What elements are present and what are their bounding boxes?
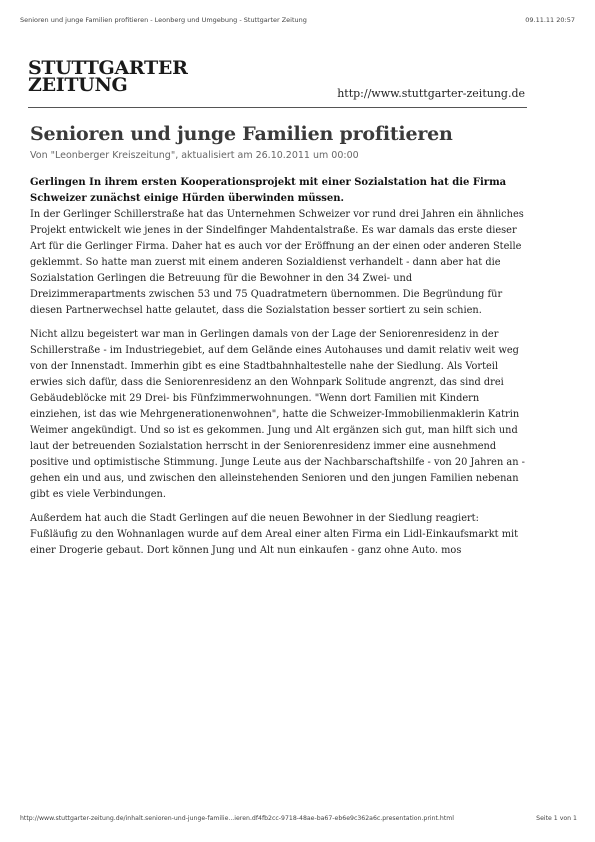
- article-byline: Von "Leonberger Kreiszeitung", aktualisiert am 26.10.2011 um 00:00: [30, 150, 359, 161]
- print-footer-url: http://www.stuttgarter-zeitung.de/inhalt.senioren-und-junge-familie...ieren.df4fb2cc-9718-48ae-ba67-eb6e9c362a6c.presentation.print.html: [20, 815, 454, 822]
- logo-line-2: ZEITUNG: [28, 74, 128, 96]
- print-header-title: Senioren und junge Familien profitieren - Leonberg und Umgebung - Stuttgarter Zeitung: [20, 16, 307, 24]
- print-header: [20, 16, 575, 24]
- article-paragraph: In der Gerlinger Schillerstraße hat das Unternehmen Schweizer vor rund drei Jahren ein ähnliches Projekt entwickelt wie jenes in der Sindelfinger Mahdentalstraße. Es war damals das erste dieser Art für die Gerlinger Firma. Daher hat es auch vor der Eröffnung an der einen oder anderen Stelle geklemmt. So hatte man zuerst mit einem anderen Sozialdienst verhandelt - dann aber hat die Sozialstation Gerlingen die Betreuung für die Bewohner in den 34 Zwei- und Dreizimmerapartments zwischen 53 und 75 Quadratmetern übernommen. Die Begründung für diesen Partnerwechsel hatte gelautet, dass die Sozialstation besser sortiert zu sein schien.: [30, 209, 524, 316]
- print-footer: [20, 815, 577, 822]
- article-paragraph: Nicht allzu begeistert war man in Gerlingen damals von der Lage der Seniorenresidenz in der Schillerstraße - im Industriegebiet, auf dem Gelände eines Autohauses und damit relativ weit weg von der Innenstadt. Immerhin gibt es eine Stadtbahnhaltestelle nahe der Siedlung. Als Vorteil erwies sich dafür, dass die Seniorenresidenz an den Wohnpark Solitude angrenzt, das sind drei Gebäudeblöcke mit 29 Drei- bis Fünfzimmerwohnungen. "Wenn dort Familien mit Kindern einziehen, ist das wie Mehrgenerationenwohnen", hatte die Schweizer-Immobilienmaklerin Katrin Weimer angekündigt. Und so ist es gekommen. Jung und Alt ergänzen sich gut, man hilft sich und laut der betreuenden Sozialstation herrscht in der Seniorenresidenz immer eine ausnehmend positive und optimistische Stimmung. Junge Leute aus der Nachbarschaftshilfe - von 20 Jahren an - gehen ein und aus, und zwischen den alleinstehenden Senioren und den jungen Familien nebenan gibt es viele Verbindungen.: [30, 329, 525, 500]
- article-paragraph: Außerdem hat auch die Stadt Gerlingen auf die neuen Bewohner in der Siedlung reagiert: Fußläufig zu den Wohnanlagen wurde auf dem Areal einer alten Firma ein Lidl-Einkaufsmarkt mit einer Drogerie gebaut. Dort können Jung und Alt nun einkaufen - ganz ohne Auto. mos: [30, 513, 519, 556]
- article-headline: Senioren und junge Familien profitieren: [30, 123, 453, 145]
- newspaper-logo: [28, 57, 198, 96]
- logo-line-1: STUTTGARTER: [28, 57, 188, 79]
- masthead-divider: [28, 107, 527, 108]
- masthead: [28, 57, 525, 106]
- article: [30, 121, 528, 567]
- article-lead: Gerlingen In ihrem ersten Kooperationsprojekt mit einer Sozialstation hat die Firma Schweizer zunächst einige Hürden überwinden müssen.: [30, 177, 507, 204]
- print-header-datetime: 09.11.11 20:57: [525, 16, 575, 24]
- print-footer-page-number: Seite 1 von 1: [536, 815, 577, 822]
- site-url: http://www.stuttgarter-zeitung.de: [337, 87, 525, 100]
